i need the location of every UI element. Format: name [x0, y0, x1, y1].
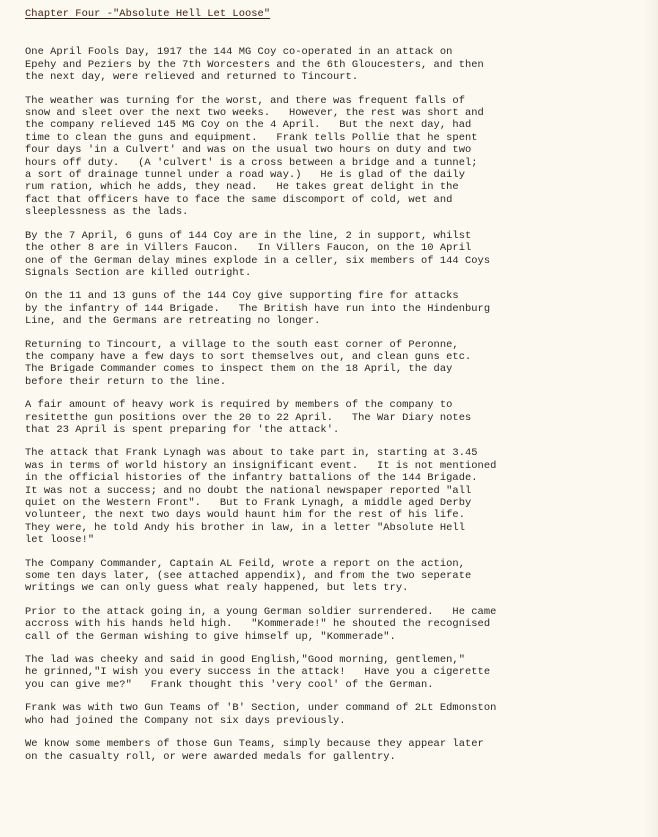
text-line: The weather was turning for the worst, and there was frequent falls of: [25, 94, 465, 107]
text-line: One April Fools Day, 1917 the 144 MG Coy co-operated in an attack on: [25, 46, 453, 59]
text-line: It was not a success; and no doubt the national newspaper reported "all: [25, 484, 472, 497]
paragraph: [25, 399, 636, 436]
text-line: We know some members of those Gun Teams, simply because they appear later: [25, 738, 484, 751]
paragraph: [25, 46, 636, 83]
text-line: the company relieved 145 MG Coy on the 4 April. But the next day, had: [25, 119, 472, 132]
paragraph: [25, 95, 636, 219]
text-line: call of the German wishing to give himself up, "Kommerade".: [25, 630, 396, 643]
text-line: the next day, were relieved and returned to Tincourt.: [25, 71, 359, 84]
text-line: A fair amount of heavy work is required by members of the company to: [25, 399, 453, 412]
paragraph: [25, 339, 636, 389]
text-line: time to clean the guns and equipment. Frank tells Pollie that he spent: [25, 131, 478, 144]
text-line: hours off duty. (A 'culvert' is a cross between a bridge and a tunnel;: [25, 156, 478, 169]
text-line: rum ration, which he adds, they nead. He takes great delight in the: [25, 181, 459, 194]
text-line: They were, he told Andy his brother in law, in a letter "Absolute Hell: [25, 521, 465, 534]
text-line: The lad was cheeky and said in good English,"Good morning, gentlemen,": [25, 654, 465, 667]
chapter-title: Chapter Four -"Absolute Hell Let Loose": [25, 8, 271, 20]
text-line: was in terms of world history an insignificant event. It is not mentioned: [25, 459, 497, 472]
text-line: before their return to the line.: [25, 375, 227, 388]
text-line: four days 'in a Culvert' and was on the usual two hours on duty and two: [25, 144, 472, 157]
paragraph: [25, 290, 636, 327]
paragraph: [25, 606, 636, 643]
text-line: Prior to the attack going in, a young German soldier surrendered. He came: [25, 605, 497, 618]
text-line: quiet on the Western Front". But to Frank Lynagh, a middle aged Derby: [25, 497, 472, 509]
text-line: volunteer, the next two days would haunt him for the rest of his life.: [25, 509, 465, 522]
text-line: writings we can only guess what realy happened, but lets try.: [25, 582, 409, 595]
text-line: some ten days later, (see attached appendix), and from the two seperate: [25, 570, 472, 583]
text-line: Signals Section are killed outright.: [25, 266, 252, 279]
text-line: By the 7 April, 6 guns of 144 Coy are in the line, 2 in support, whilst: [25, 229, 472, 242]
paragraph: [25, 654, 636, 691]
paragraph: [25, 738, 636, 763]
text-line: The Brigade Commander comes to inspect them on the 18 April, the day: [25, 363, 453, 376]
text-line: he grinned,"I wish you every success in the attack! Have you a cigerette: [25, 666, 491, 679]
text-line: resitetthe gun positions over the 20 to 22 April. The War Diary notes: [25, 411, 472, 424]
text-line: On the 11 and 13 guns of the 144 Coy give supporting fire for attacks: [25, 290, 459, 303]
text-line: accross with his hands held high. "Kommerade!" he shouted the recognised: [25, 618, 491, 631]
text-line: one of the German delay mines explode in a celler, six members of 144 Coys: [25, 254, 491, 267]
text-line: sleeplessness as the lads.: [25, 206, 189, 219]
text-line: by the infantry of 144 Brigade. The British have run into the Hindenburg: [25, 302, 491, 315]
text-line: in the official histories of the infantry battalions of the 144 Brigade.: [25, 472, 478, 485]
paragraph: [25, 558, 636, 595]
document-body: [25, 46, 636, 763]
text-line: Line, and the Germans are retreating no longer.: [25, 315, 321, 328]
text-line: who had joined the Company not six days previously.: [25, 714, 346, 727]
text-line: on the casualty roll, or were awarded medals for gallentry.: [25, 750, 396, 763]
paragraph: [25, 230, 636, 280]
text-line: Epehy and Peziers by the 7th Worcesters and the 6th Gloucesters, and then: [25, 58, 484, 71]
text-line: fact that officers have to face the same discomport of cold, wet and: [25, 193, 453, 206]
text-line: Frank was with two Gun Teams of 'B' Section, under command of 2Lt Edmonston: [25, 702, 497, 715]
text-line: the company have a few days to sort themselves out, and clean guns etc.: [25, 350, 472, 363]
text-line: The Company Commander, Captain AL Feild, wrote a report on the action,: [25, 557, 465, 570]
text-line: The attack that Frank Lynagh was about to take part in, starting at 3.45: [25, 447, 478, 460]
text-line: that 23 April is spent preparing for 'the attack'.: [25, 423, 340, 436]
paragraph: [25, 702, 636, 727]
page-edge-shadow: [644, 0, 658, 837]
text-line: the other 8 are in Villers Faucon. In Villers Faucon, on the 10 April: [25, 242, 472, 255]
text-line: a sort of drainage tunnel under a road way.) He is glad of the daily: [25, 169, 465, 182]
text-line: you can give me?" Frank thought this 'very cool' of the German.: [25, 678, 434, 691]
paragraph: [25, 447, 636, 546]
text-line: Returning to Tincourt, a village to the south east corner of Peronne,: [25, 338, 459, 351]
text-line: snow and sleet over the next two weeks. However, the rest was short and: [25, 107, 484, 120]
text-line: let loose!": [25, 534, 95, 547]
